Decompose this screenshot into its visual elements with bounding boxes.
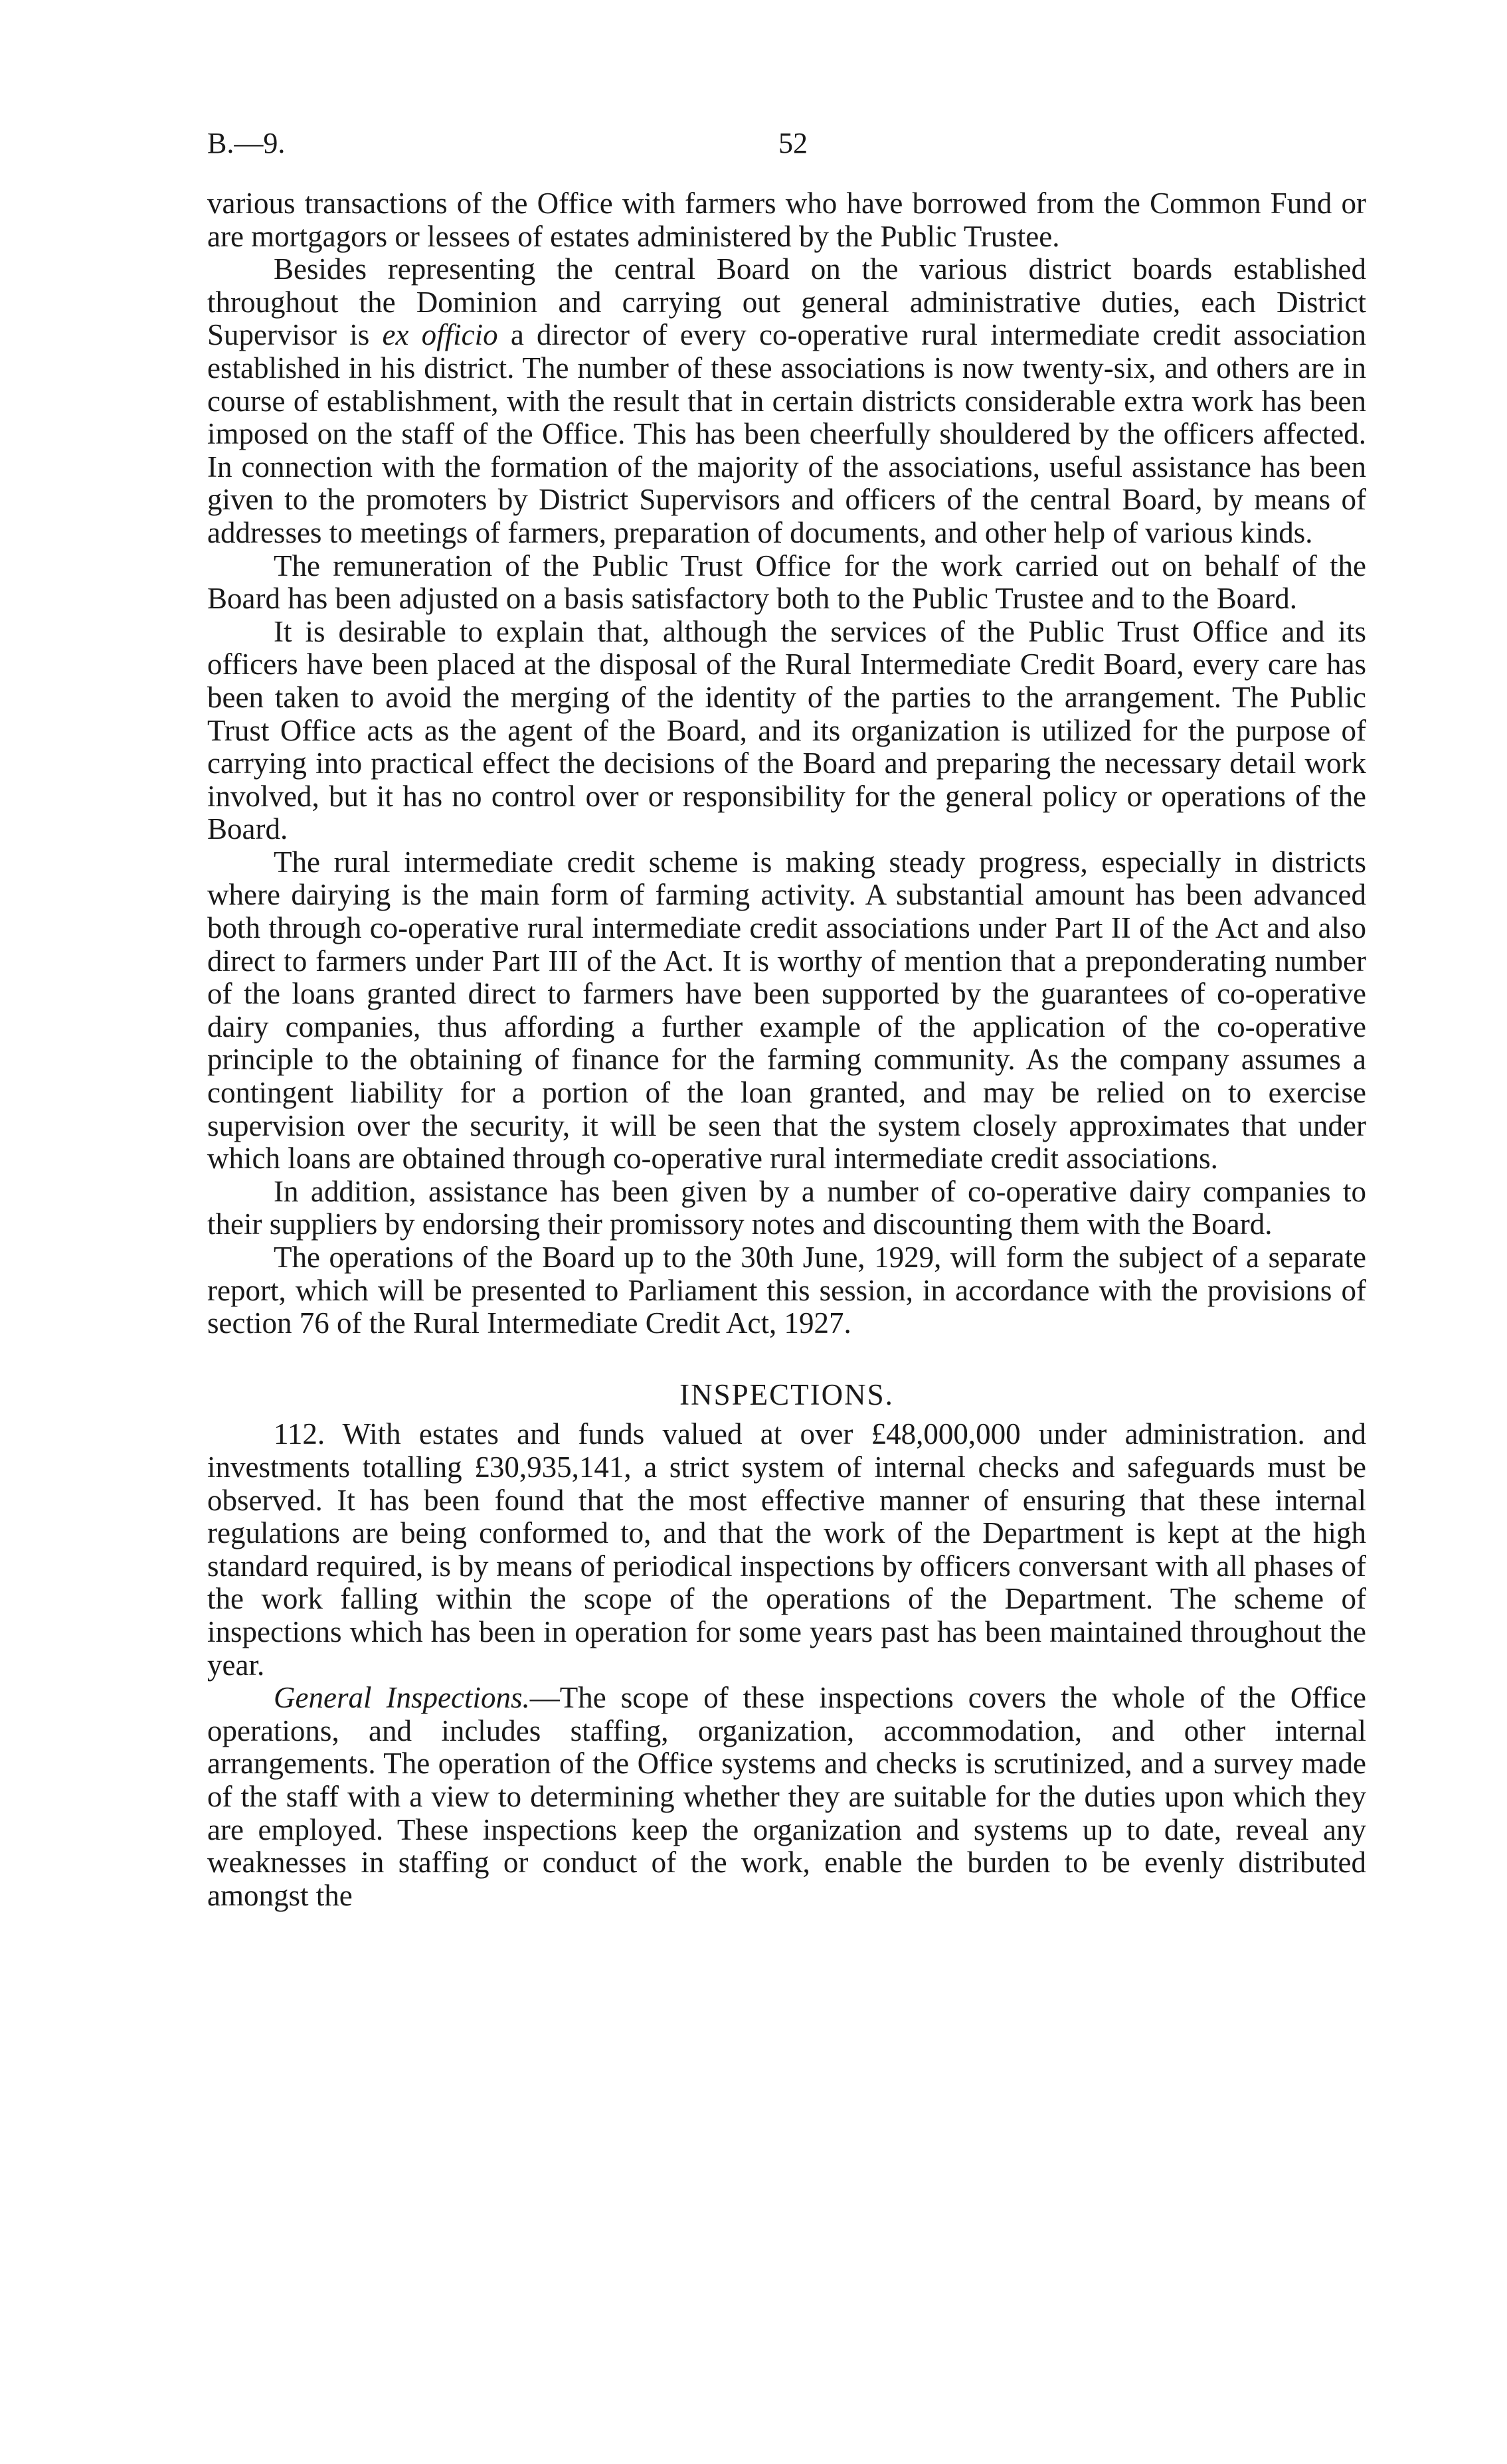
paragraph-general-inspections bbox=[207, 1682, 1366, 1912]
paragraph-text: a director of every co-operative rural intermediate credit association established in his district. The number of these associations is now twenty-six, and others are in course of establishment, with the result that in certain districts considerable extra work has been imposed on the staff of the Office. This has been cheerfully shouldered by the officers affected. In connection with the formation of the majority of the associations, useful assistance has been given to the promoters by District Supervisors and officers of the central Board, by means of addresses to meetings of farmers, preparation of documents, and other help of various kinds. bbox=[207, 318, 1367, 549]
document-reference: B.—9. bbox=[207, 127, 286, 159]
paragraph-112: 112. With estates and funds valued at over £48,000,000 under administration. and investments totalling £30,935,141, a strict system of internal checks and safeguards must be observed. It has been found that the most effective manner of ensuring that these internal regulations are being conformed to, and that the work of the Department is kept at the high standard required, is by means of periodical inspections by officers conversant with all phases of the work falling within the scope of the operations of the Department. The scheme of inspections which has been in operation for some years past has been maintained throughout the year. bbox=[207, 1417, 1366, 1682]
paragraph-credit-scheme: The rural intermediate credit scheme is making steady progress, especially in districts where dairying is the main form of farming activity. A substantial amount has been advanced both through co-operative rural intermediate credit associations under Part II of the Act and also direct to farmers under Part III of the Act. It is worthy of mention that a preponderating number of the loans granted direct to farmers have been supported by the guarantees of co-operative dairy companies, thus affording a further example of the application of the co-operative principle to the obtaining of finance for the farming community. As the company assumes a contingent liability for a portion of the loan granted, and may be relied on to exercise supervision over the security, it will be seen that the system closely approximates that under which loans are obtained through co-operative rural intermediate credit associations. bbox=[207, 845, 1366, 1176]
paragraph-remuneration: The remuneration of the Public Trust Office for the work carried out on behalf of the Board has been adjusted on a basis satisfactory both to the Public Trustee and to the Board. bbox=[207, 549, 1366, 616]
body-text bbox=[207, 187, 1366, 1912]
paragraph-text: Besides representing the central Board on the various district boards established throughout the Dominion and carrying out general administrative duties, each District Supervisor is bbox=[207, 252, 1366, 352]
italic-subheading: General Inspections. bbox=[274, 1681, 530, 1715]
paragraph-agency-arrangement: It is desirable to explain that, although the services of the Public Trust Office and its officers have been placed at the disposal of the Rural Intermediate Credit Board, every care has been taken to avoid the merging of the identity of the parties to the arrangement. The Public Trust Office acts as the agent of the Board, and its organization is utilized for the purpose of carrying into practical effect the decisions of the Board and preparing the necessary detail work involved, but it has no control over or responsibility for the general policy or operations of the Board. bbox=[207, 614, 1366, 846]
italic-term: ex officio bbox=[382, 318, 498, 352]
paragraph-continuation: various transactions of the Office with farmers who have borrowed from the Common Fund or are mortgagors or lessees of estates administered by the Public Trustee. bbox=[207, 187, 1366, 253]
page-number: 52 bbox=[778, 127, 808, 159]
paragraph-board-operations: The operations of the Board up to the 30th June, 1929, will form the subject of a separate report, which will be presented to Parliament this session, in accordance with the provisions of section 76 of the Rural Intermediate Credit Act, 1927. bbox=[207, 1241, 1366, 1340]
paragraph-district-supervisors bbox=[207, 253, 1366, 549]
paragraph-dairy-assistance: In addition, assistance has been given by a number of co-operative dairy companies to their suppliers by endorsing their promissory notes and discounting them with the Board. bbox=[207, 1174, 1366, 1241]
page-header bbox=[207, 126, 1366, 166]
paragraph-text: —The scope of these inspections covers the whole of the Office operations, and includes staffing, organization, accommodation, and other internal arrangements. The operation of the Office systems and checks is scrutinized, and a survey made of the staff with a view to determining whether they are suitable for the duties upon which they are employed. These inspections keep the organization and systems up to date, reveal any weaknesses in staffing or conduct of the work, enable the burden to be evenly distributed amongst the bbox=[207, 1681, 1366, 1912]
section-heading: INSPECTIONS. bbox=[679, 1377, 894, 1411]
